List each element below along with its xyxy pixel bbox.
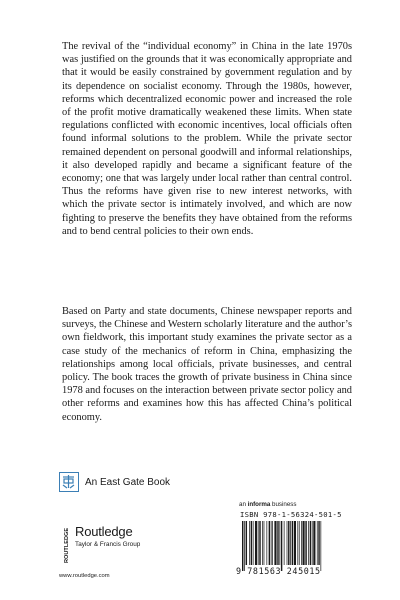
informa-brand: informa xyxy=(247,501,271,508)
description-paragraph-2 xyxy=(62,305,352,424)
barcode-bar xyxy=(290,521,291,565)
barcode-bar xyxy=(258,521,259,565)
barcode-bar xyxy=(269,521,270,565)
barcode-bar xyxy=(284,521,285,565)
barcode-bar xyxy=(244,521,245,571)
barcode-bar xyxy=(277,521,278,565)
barcode-bar xyxy=(287,521,288,565)
routledge-logo-icon xyxy=(59,520,71,564)
barcode-bar xyxy=(271,521,272,565)
routledge-side-label: ROUTLEDGE xyxy=(64,527,70,563)
barcode-bar xyxy=(255,521,257,565)
barcode-bar xyxy=(320,521,321,571)
barcode-bar xyxy=(259,521,260,565)
barcode-bar xyxy=(249,521,250,565)
barcode-bar xyxy=(313,521,315,565)
informa-prefix: an xyxy=(239,501,248,508)
barcode-bar xyxy=(281,521,282,571)
barcode-bar xyxy=(274,521,276,565)
paragraph-text: Based on Party and state documents, Chinese newspaper reports and surveys, the Chinese and Western scholarly literature and the author’s own fieldwork, this important study examines the private sector as a case study of the mechanics of reform in China, emphasizing the relationships among local officials, private businesses, and central policy. The book traces the growth of private business in China since 1978 and focuses on the interaction between private sector policy and other reforms and examines how this has affected China’s political economy. xyxy=(62,306,352,423)
informa-suffix: business xyxy=(270,501,297,508)
publisher-name: Routledge xyxy=(75,524,133,539)
barcode-bar xyxy=(297,521,298,565)
barcode-bar xyxy=(246,521,247,565)
barcode-bar xyxy=(251,521,252,565)
barcode-bar xyxy=(318,521,319,565)
east-gate-imprint xyxy=(59,472,170,492)
publisher-group: Taylor & Francis Group xyxy=(75,541,141,548)
barcode-bar xyxy=(310,521,311,565)
barcode-bar xyxy=(299,521,300,565)
barcode-bar xyxy=(317,521,318,565)
barcode-bar xyxy=(292,521,293,565)
barcode-bar xyxy=(253,521,254,565)
barcode-bar xyxy=(288,521,289,565)
barcode-bar xyxy=(272,521,273,565)
informa-business-tag xyxy=(239,501,296,508)
publisher-url[interactable]: www.routledge.com xyxy=(59,573,110,579)
barcode-bar xyxy=(262,521,263,565)
barcode-digits: 9 781563 245015 xyxy=(236,566,321,576)
barcode-bar xyxy=(264,521,265,565)
barcode-bar xyxy=(308,521,309,565)
barcode-bar xyxy=(312,521,313,565)
barcode-bar xyxy=(294,521,296,565)
barcode-bar xyxy=(302,521,304,565)
description-paragraph-1 xyxy=(62,40,352,238)
isbn-text: ISBN 978-1-56324-501-5 xyxy=(240,510,342,519)
barcode-bar xyxy=(266,521,267,565)
east-gate-label: An East Gate Book xyxy=(85,476,171,488)
barcode-bar xyxy=(242,521,243,571)
barcode-bar xyxy=(305,521,306,565)
barcode-bar xyxy=(301,521,302,565)
east-gate-logo-icon xyxy=(59,472,79,492)
barcode-bar xyxy=(279,521,280,565)
paragraph-text: The revival of the “individual economy” in China in the late 1970s was justified on the grounds that it was economically appropriate and that it would be easily constrained by government regulation and by its dependence on socialist economy. Through the 1980s, however, reforms which decentralized economic power and increased the role of the profit motive dramatically weakened these limits. When state regulations conflicted with economic incentives, local officials often found informal solutions to the problem. While the private sector remained dependent on personal goodwill and informal relationships, it also developed rapidly and became a significant feature of the economy; one that was largely under local rather than central control. Thus the reforms have given rise to new interest networks, with which the private sector is intimately involved, and which are now fighting to preserve the benefits they have obtained from the reforms and to bend central policies to their own ends. xyxy=(62,41,352,237)
